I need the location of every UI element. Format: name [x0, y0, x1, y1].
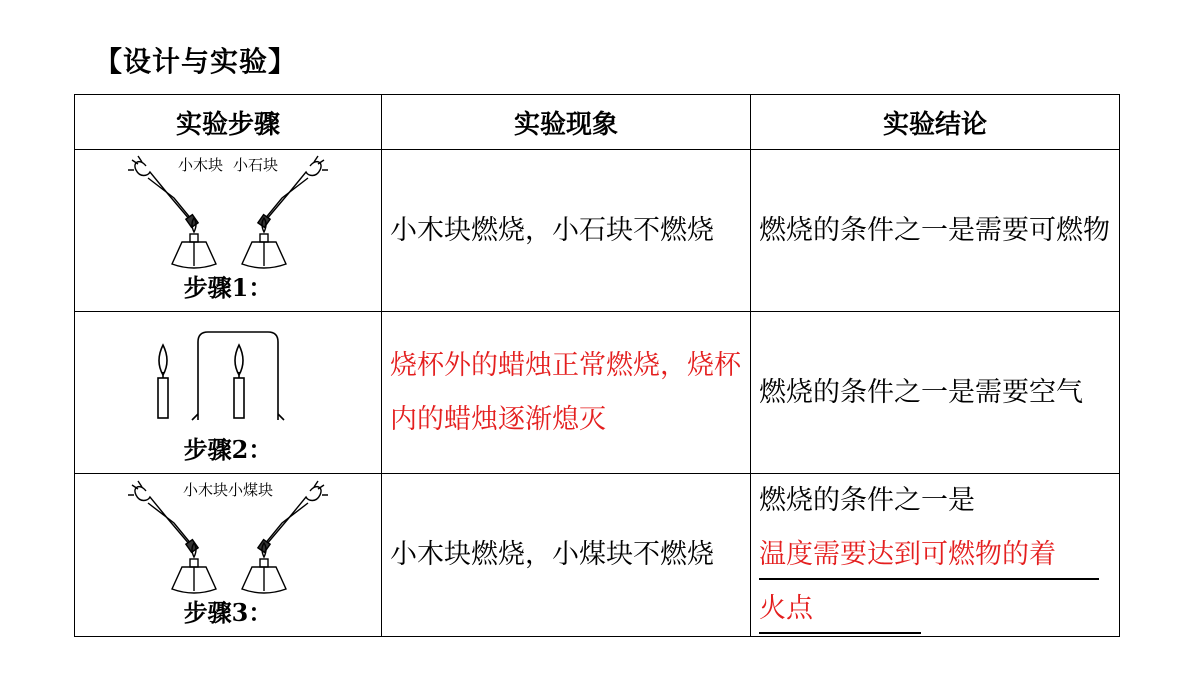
section-title: 【设计与实验】	[94, 45, 298, 78]
header-conclusion: 实验结论	[751, 95, 1120, 150]
header-phenomenon: 实验现象	[382, 95, 751, 150]
phenomenon-3: 小木块燃烧，小煤块不燃烧	[382, 474, 751, 637]
phenomenon-2: 烧杯外的蜡烛正常燃烧，烧杯内的蜡烛逐渐熄灭	[382, 312, 751, 474]
step-3-label: 步骤3：	[183, 598, 273, 627]
table-header-row	[75, 95, 1120, 150]
conclusion-3-prefix: 燃烧的条件之一是	[759, 485, 975, 516]
answer-blank-line-1: 温度需要达到可燃物的着	[759, 532, 1099, 580]
experiment-table	[74, 94, 1120, 637]
step-1-figure-labels: 小木块 小石块	[177, 156, 279, 174]
step-2-figure	[128, 320, 328, 430]
conclusion-2: 燃烧的条件之一是需要空气	[751, 312, 1120, 474]
phenomenon-1: 小木块燃烧，小石块不燃烧	[382, 150, 751, 312]
header-step: 实验步骤	[75, 95, 382, 150]
step-2-cell	[75, 312, 382, 474]
table-row	[75, 474, 1120, 637]
answer-blank-line-2: 火点	[759, 586, 921, 634]
table-row	[75, 150, 1120, 312]
step-1-figure	[128, 154, 328, 279]
step-1-cell	[75, 150, 382, 312]
conclusion-1: 燃烧的条件之一是需要可燃物	[751, 150, 1120, 312]
step-3-figure-labels: 小木块小煤块	[182, 480, 274, 499]
conclusion-3	[751, 474, 1120, 637]
step-1-label: 步骤1：	[183, 273, 273, 302]
table-row	[75, 312, 1120, 474]
step-3-figure	[128, 479, 328, 604]
step-3-cell	[75, 474, 382, 637]
step-2-label: 步骤2：	[183, 435, 273, 464]
